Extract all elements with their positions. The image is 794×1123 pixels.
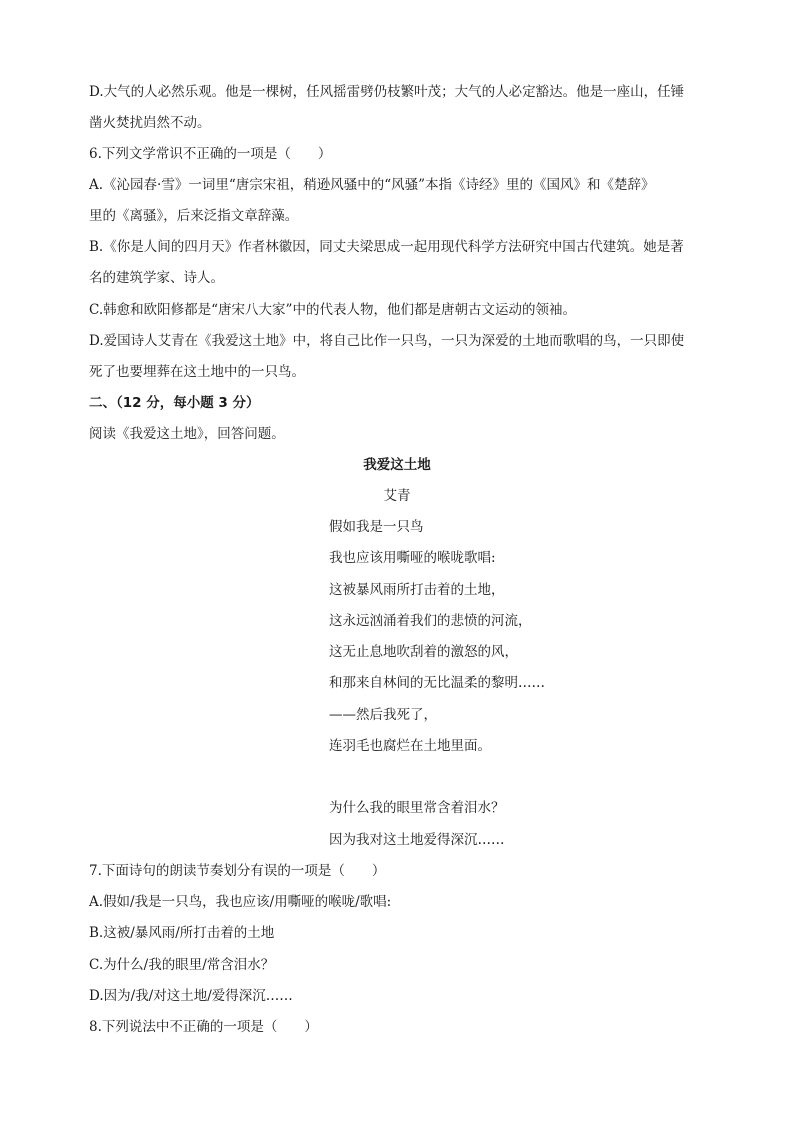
q6-option-b-line-1: B.《你是人间的四月天》作者林徽因，同丈夫梁思成一起用现代科学方法研究中国古代建筑。她是著 (89, 239, 684, 255)
poem-line: 连羽毛也腐烂在土地里面。 (329, 738, 491, 754)
poem-line: 为什么我的眼里常含着泪水？ (329, 800, 505, 816)
poem-line: 这无止息地吹刮着的激怒的风， (329, 644, 518, 660)
q6-option-d-line-2: 死了也要埋葬在这土地中的一只鸟。 (89, 364, 305, 380)
poem-author: 艾青 (383, 488, 411, 504)
poem-line: 这永远汹涌着我们的悲愤的河流， (329, 613, 532, 629)
section-2-heading: 二、（12 分，每小题 3 分） (89, 395, 260, 411)
poem-title: 我爱这土地 (363, 457, 431, 473)
q6-option-a-line-2: 里的《离骚》，后来泛指文章辞藻。 (89, 208, 299, 224)
poem-line: 和那来自林间的无比温柔的黎明…… (329, 675, 545, 691)
section-2-intro: 阅读《我爱这土地》，回答问题。 (89, 426, 285, 442)
q5-option-d-line-1: D.大气的人必然乐观。他是一棵树，任风摇雷劈仍枝繁叶茂；大气的人必定豁达。他是一座山，任锤 (89, 84, 685, 100)
poem-line: 因为我对这土地爱得深沉…… (329, 832, 505, 848)
q6-option-d-line-1: D.爱国诗人艾青在《我爱这土地》中，将自己比作一只鸟，一只为深爱的土地而歌唱的鸟，一只即使 (89, 333, 685, 349)
poem-line: 假如我是一只鸟 (329, 519, 424, 535)
poem-line: ——然后我死了， (329, 707, 437, 723)
poem-line: 我也应该用嘶哑的喉咙歌唱: (329, 550, 496, 566)
q7-option-b: B.这被/暴风雨/所打击着的土地 (89, 925, 275, 941)
q7-stem: 7.下面诗句的朗读节奏划分有误的一项是（ ） (89, 863, 386, 879)
q5-option-d-line-2: 凿火焚扰岿然不动。 (89, 115, 211, 131)
q7-option-a: A.假如/我是一只鸟，我也应该/用嘶哑的喉咙/歌唱: (89, 894, 392, 910)
q7-option-c: C.为什么/我的眼里/常含泪水？ (89, 957, 275, 973)
q8-stem: 8.下列说法中不正确的一项是（ ） (89, 1019, 318, 1035)
poem-line: 这被暴风雨所打击着的土地， (329, 582, 505, 598)
q7-option-d: D.因为/我/对这土地/爱得深沉…… (89, 988, 293, 1004)
q6-stem: 6.下列文学常识不正确的一项是（ ） (89, 146, 332, 162)
q6-option-b-line-2: 名的建筑学家、诗人。 (89, 270, 224, 286)
q6-option-c: C.韩愈和欧阳修都是“唐宋八大家”中的代表人物，他们都是唐朝古文运动的领袖。 (89, 302, 576, 318)
q6-option-a-line-1: A.《沁园春·雪》一词里“唐宗宋祖，稍逊风骚中的“风骚”本指《诗经》里的《国风》和《楚辞》 (89, 177, 655, 193)
